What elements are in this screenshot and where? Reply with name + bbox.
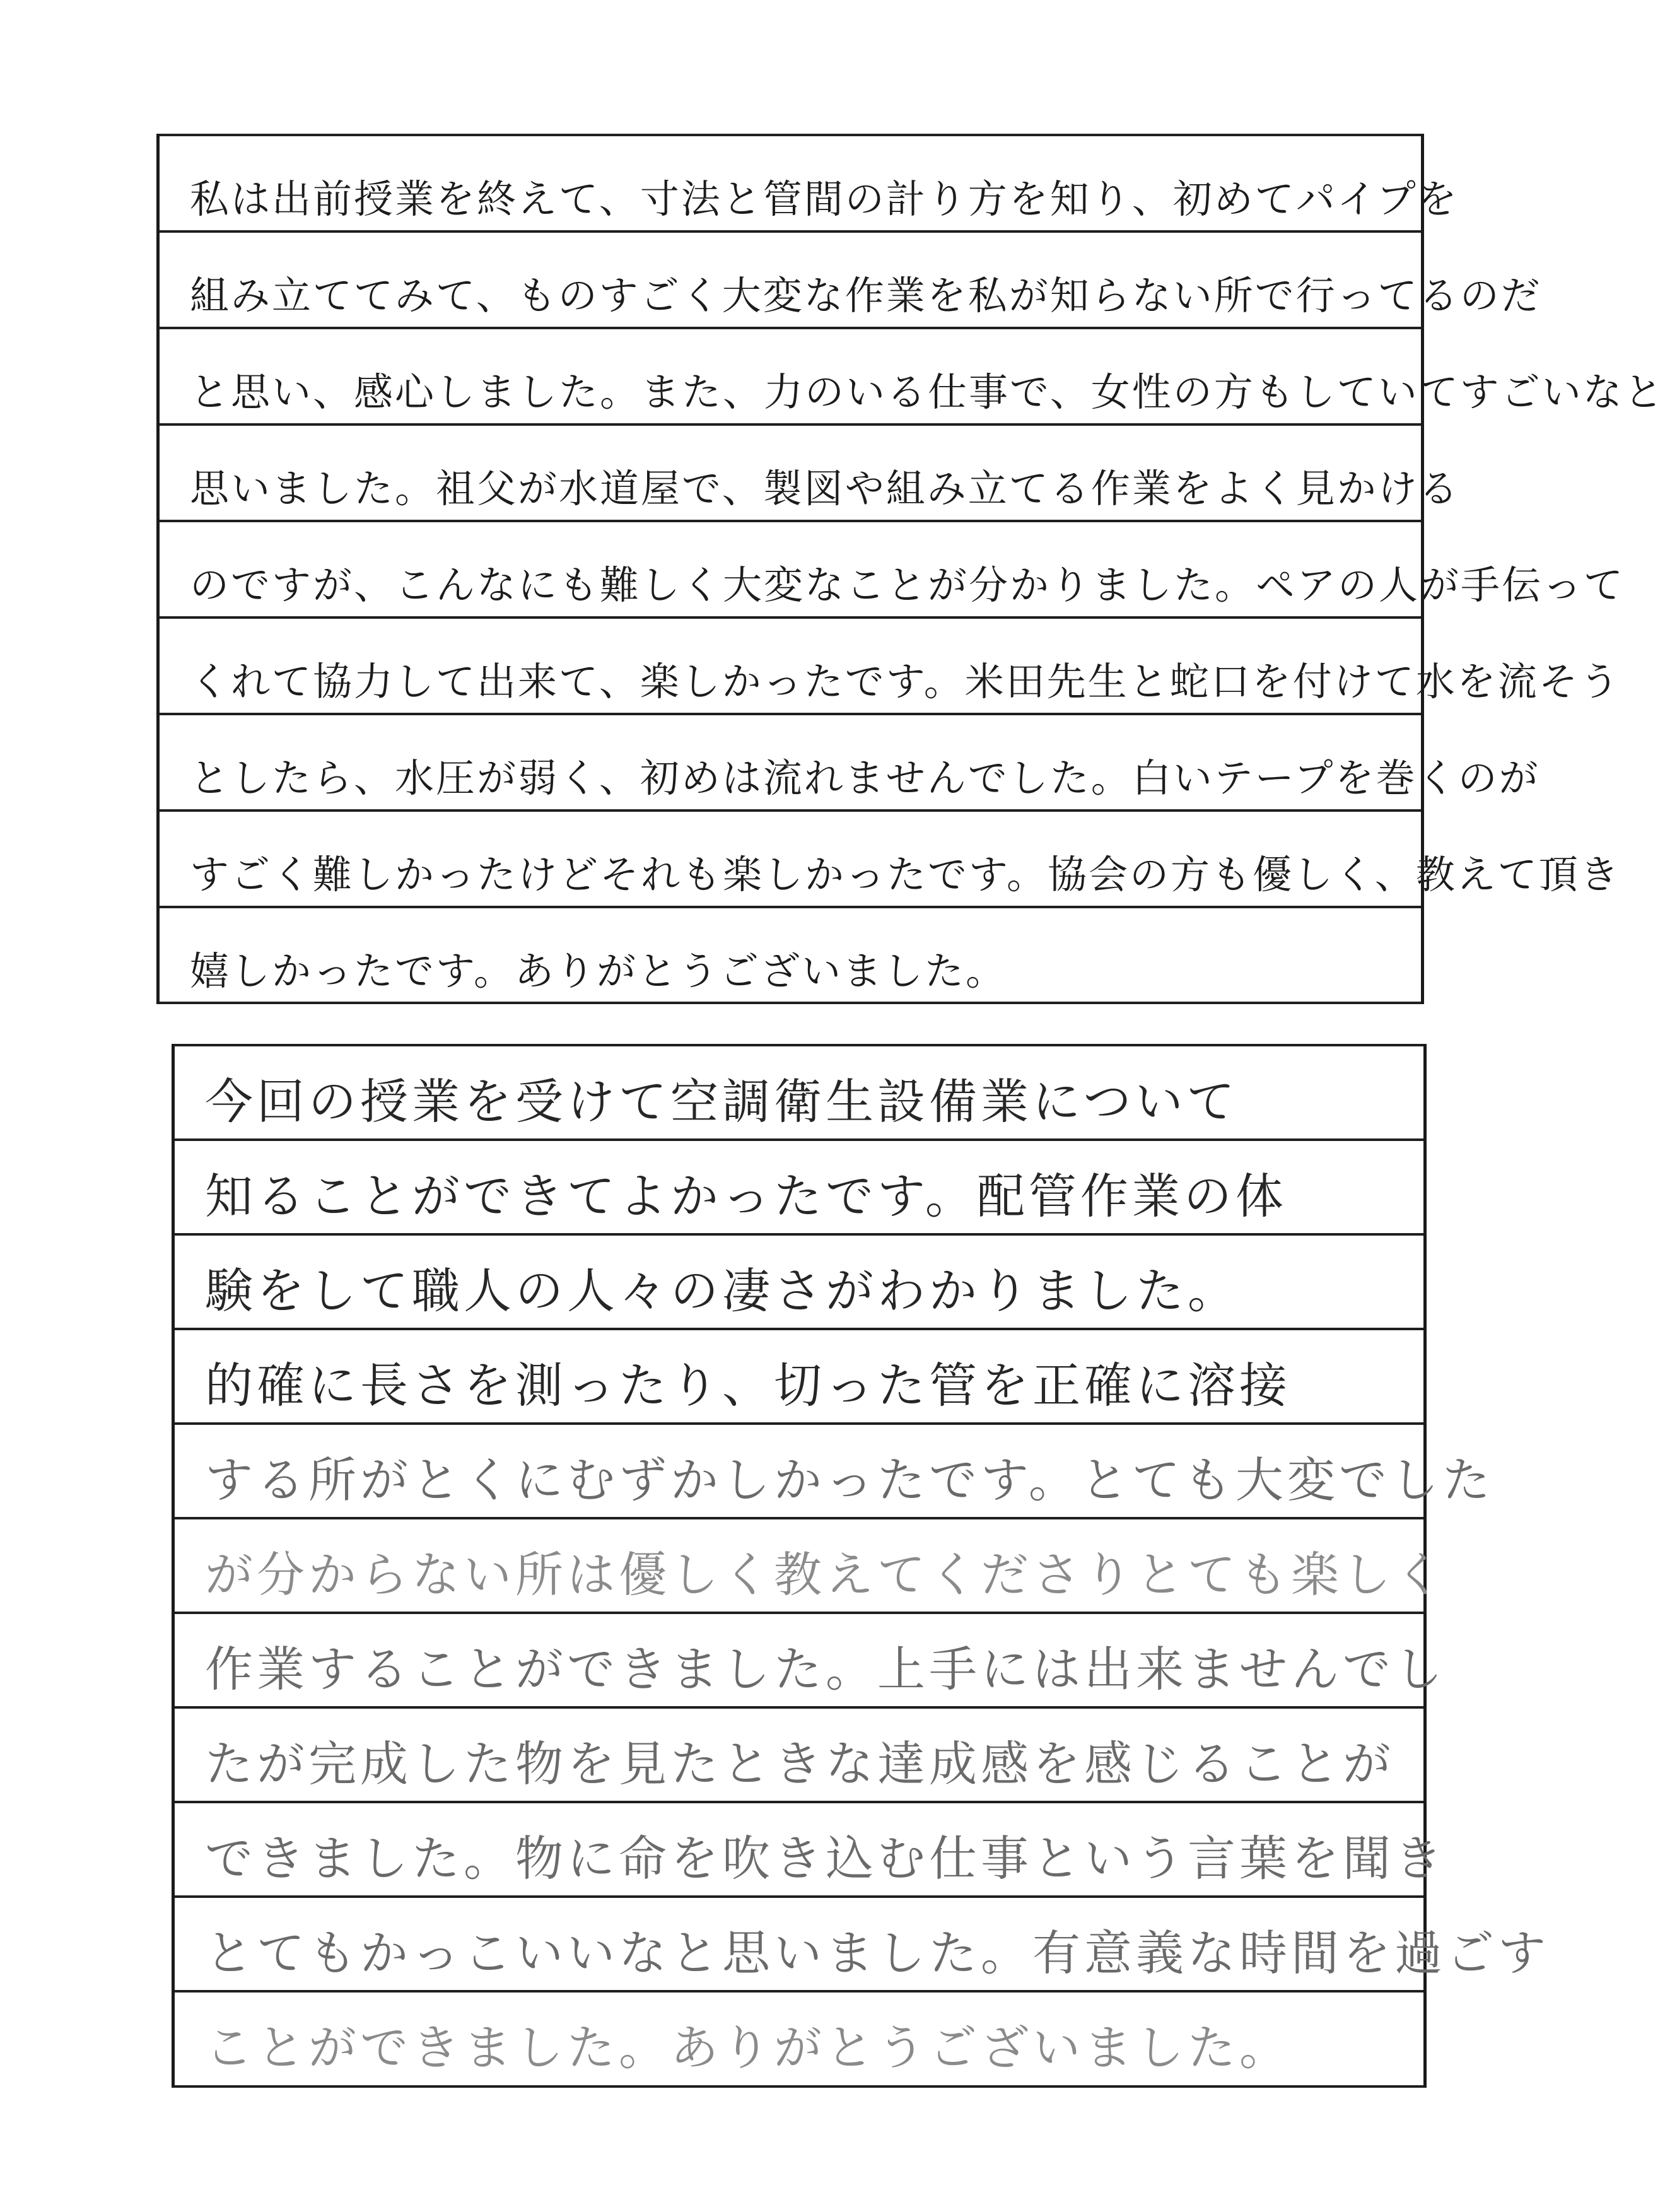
essay-2-line: 知ることができてよかったです。配管作業の体 [175,1138,1423,1233]
essay-2-line: 験をして職人の人々の凄さがわかりました。 [175,1233,1423,1328]
essay-2-line: できました。物に命を吹き込む仕事という言葉を聞き [175,1801,1423,1895]
essay-1-line: 組み立ててみて、ものすごく大変な作業を私が知らない所で行ってるのだ [160,230,1421,327]
essay-2-line: とてもかっこいいなと思いました。有意義な時間を過ごす [175,1895,1423,1990]
essay-2-line: 的確に長さを測ったり、切った管を正確に溶接 [175,1328,1423,1422]
essay-1-line: としたら、水圧が弱く、初めは流れませんでした。白いテープを巻くのが [160,713,1421,809]
essay-2-bottom-rule [175,2085,1423,2088]
essay-1-line: 嬉しかったです。ありがとうございました。 [160,906,1421,1002]
essay-1-line: のですが、こんなにも難しく大変なことが分かりました。ペアの人が手伝って [160,520,1421,616]
essay-2-line: 今回の授業を受けて空調衛生設備業について [175,1044,1423,1138]
essay-2-line: 作業することができました。上手には出来ませんでし [175,1612,1423,1706]
essay-1-line: と思い、感心しました。また、力のいる仕事で、女性の方もしていてすごいなと [160,327,1421,423]
essay-2-line: たが完成した物を見たときな達成感を感じることが [175,1706,1423,1801]
essay-1-line: すごく難しかったけどそれも楽しかったです。協会の方も優しく、教えて頂き [160,809,1421,906]
essay-1-line: 私は出前授業を終えて、寸法と管間の計り方を知り、初めてパイプを [160,134,1421,230]
essay-1-line: 思いました。祖父が水道屋で、製図や組み立てる作業をよく見かける [160,423,1421,520]
essay-box-1 [156,134,1665,1004]
essay-1-line: くれて協力して出来て、楽しかったです。米田先生と蛇口を付けて水を流そう [160,616,1421,713]
essay-2-line: が分からない所は優しく教えてくださりとても楽しく [175,1517,1423,1612]
essay-2-line: ことができました。ありがとうございました。 [175,1990,1423,2085]
essay-1-bottom-rule [160,1002,1421,1004]
essay-2-line: する所がとくにむずかしかったです。とても大変でした [175,1422,1423,1517]
essay-box-2 [172,1044,1550,2088]
